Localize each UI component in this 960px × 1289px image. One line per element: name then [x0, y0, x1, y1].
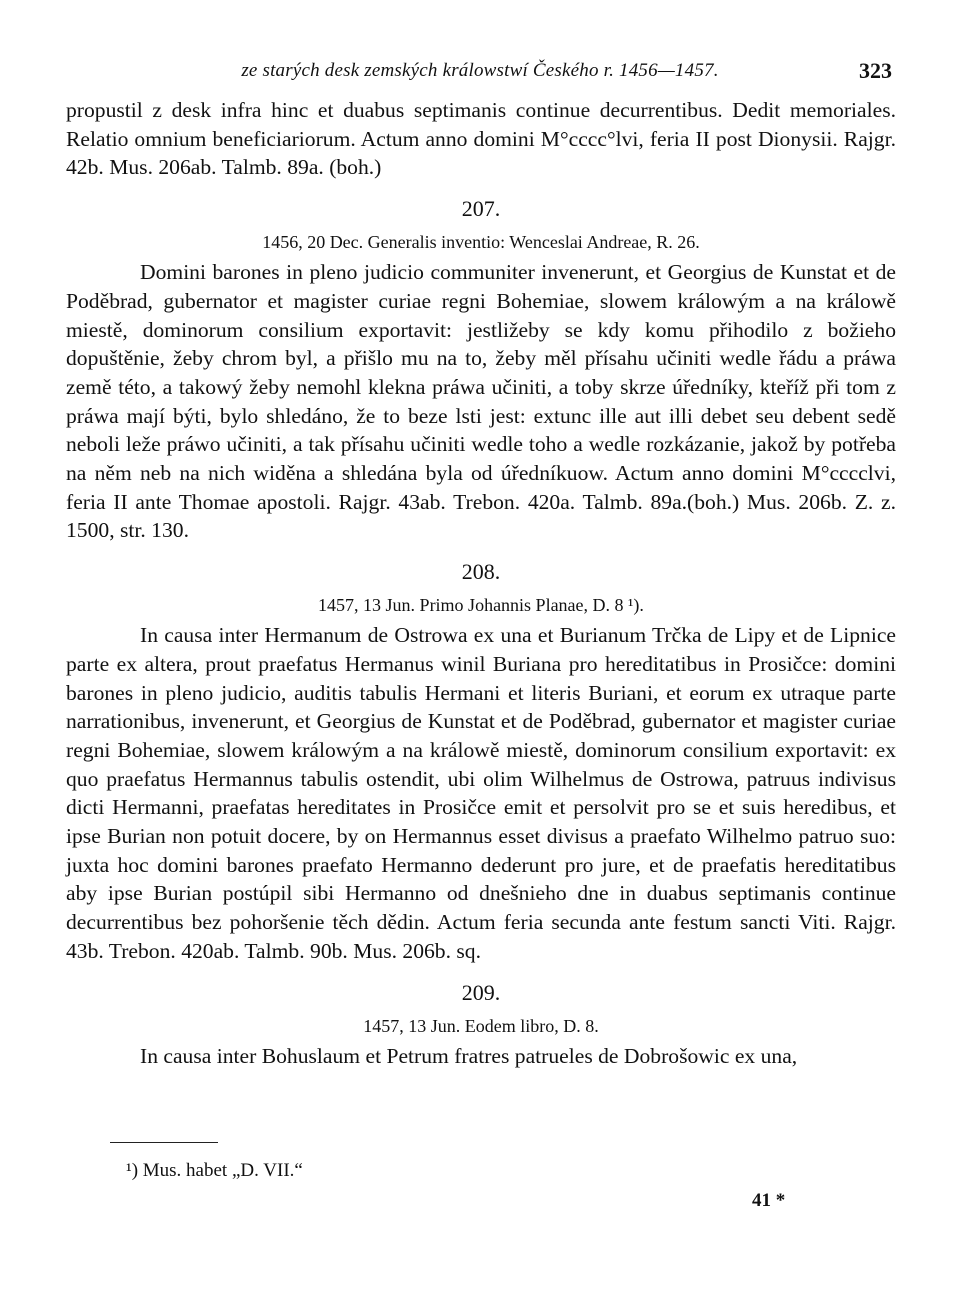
entry-text-209: In causa inter Bohuslaum et Petrum fratres patrueles de Dobrošowic ex una, [140, 1043, 798, 1068]
entry-heading-209: 1457, 13 Jun. Eodem libro, D. 8. [363, 1015, 599, 1036]
entry-text-208: In causa inter Hermanum de Ostrowa ex una et Burianum Trčka de Lipy et de Lipnice parte ex altera, prout praefatus Hermanus winil Buriana pro hereditatibus in Prosičce: domini barones in pleno judicio, auditis tabulis Hermani et literis Buriani, et eorum ex utraque parte narrationibus, invenerunt, et Georgius de Kunstat et de Poděbrad, gubernator et magister curiae regni Bohemiae, slowem králowým a na králowě miestě, dominorum consilium exportavit: ex quo praefatus Hermannus tabulis ostendit, ubi olim Wilhelmus de Ostrowa, patruus indivisus dicti Hermanni, praefatas hereditates in Prosičce emit et persolvit pro se et suis heredibus, et ipse Burian non potuit docere, by on Hermannus esset divisus a praefato Wilhelmo patruo suo: juxta hoc domini barones praefato Hermanno dederunt pro jure, et de praefatis hereditatibus aby ipse Burian postúpil sibi Hermanno od dnešnieho dne in duabus septimanis continue decurrentibus bez pohoršenie těch dědin. Actum feria secunda ante festum sancti Viti. Rajgr. 43b. Trebon. 420ab. Talmb. 90b. Mus. 206b. sq. [66, 623, 896, 963]
signature-mark: 41 * [752, 1190, 786, 1211]
footnote-divider [110, 1142, 218, 1143]
entry-number-207: 207. [461, 196, 501, 222]
entry-heading-207: 1456, 20 Dec. Generalis inventio: Wenceslai Andreae, R. 26. [262, 232, 700, 253]
page-number: 323 [859, 58, 892, 83]
page-header [66, 58, 894, 88]
entry-heading-208: 1457, 13 Jun. Primo Johannis Planae, D. 8 ¹). [318, 595, 644, 616]
intro-paragraph: propustil z desk infra hinc et duabus septimanis continue decurrentibus. Dedit memoriales. Relatio omnium beneficiariorum. Actum anno domini M°cccc°lvi, feria II post Dionysii. Rajgr. 42b. Mus. 206ab. Talmb. 89a. (boh.) [66, 98, 896, 180]
footnote: ¹) Mus. habet „D. VII.“ [126, 1160, 303, 1181]
running-head: ze starých desk zemských králowstwí Českého r. 1456—1457. [241, 60, 719, 81]
entry-number-209: 209. [461, 979, 501, 1005]
entry-number-208: 208. [461, 559, 501, 585]
body-text [66, 96, 896, 1070]
entry-text-207: Domini barones in pleno judicio communiter invenerunt, et Georgius de Kunstat et de Poděbrad, gubernator et magister curiae regni Bohemiae, slowem králowým a na králowě miestě, dominorum consilium exportavit: jestližeby se kdy komu přihodilo z božieho dopuštěnie, žeby chrom byl, a přišlo mu na to, žeby měl přísahu učiniti wedle řádu a práwa země této, a takowý žeby nemohl klekna práwa učiniti, a toby skrze úředníky, kteříž při tom z práwa mají býti, bylo shledáno, že to beze lsti jest: extunc ille aut illi debet seu debent sedě neboli leže práwo učiniti, a tak přísahu učiniti wedle toho a wedle rozkázanie, jakož by potřeba na něm neb na nich widěna a shledána byla od úředníkuow. Actum anno domini M°cccclvi, feria II ante Thomae apostoli. Rajgr. 43ab. Trebon. 420a. Talmb. 89a.(boh.) Mus. 206b. Z. z. 1500, str. 130. [66, 260, 896, 543]
